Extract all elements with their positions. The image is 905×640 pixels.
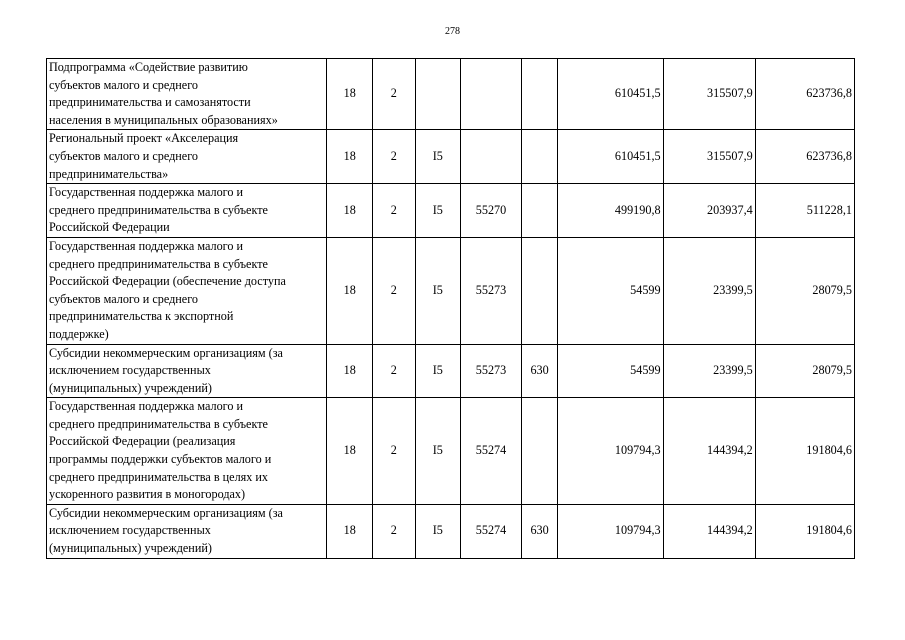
cell-code-program: 2: [373, 504, 416, 558]
cell-amount-2: 144394,2: [663, 398, 755, 505]
cell-amount-1: 610451,5: [558, 130, 663, 184]
cell-amount-2: 315507,9: [663, 130, 755, 184]
table-row: [47, 130, 855, 184]
item-name-line: среднего предпринимательства в субъекте: [49, 202, 268, 217]
item-name-line: (муниципальных) учреждений): [49, 380, 212, 395]
cell-item-name: [47, 130, 327, 184]
cell-code-project: [415, 59, 461, 130]
cell-code-expense-type: [521, 59, 557, 130]
cell-amount-3: 623736,8: [755, 130, 854, 184]
cell-code-ministry: 18: [327, 130, 373, 184]
item-name-line: Субсидии некоммерческим организациям (за: [49, 345, 283, 360]
item-name-line: программы поддержки субъектов малого и: [49, 452, 272, 467]
item-name-line: Российской Федерации: [49, 220, 170, 235]
item-name-line: субъектов малого и среднего: [49, 291, 199, 306]
item-name-line: Подпрограмма «Содействие развитию: [49, 60, 248, 74]
item-name-line: поддержке): [49, 326, 109, 341]
item-name-line: ускоренного развития в моногородах): [49, 487, 246, 502]
table-body: [47, 59, 855, 559]
cell-amount-3: 511228,1: [755, 184, 854, 238]
cell-code-program: 2: [373, 344, 416, 398]
cell-amount-1: 54599: [558, 237, 663, 344]
cell-code-direction: [461, 59, 522, 130]
cell-code-ministry: 18: [327, 237, 373, 344]
item-name-line: среднего предпринимательства в целях их: [49, 469, 269, 484]
cell-amount-3: 191804,6: [755, 504, 854, 558]
cell-amount-2: 315507,9: [663, 59, 755, 130]
cell-code-project: I5: [415, 504, 461, 558]
cell-amount-1: 109794,3: [558, 504, 663, 558]
cell-item-name: [47, 59, 327, 130]
cell-code-ministry: 18: [327, 504, 373, 558]
cell-amount-2: 203937,4: [663, 184, 755, 238]
item-name-line: Государственная поддержка малого и: [49, 185, 244, 200]
cell-code-ministry: 18: [327, 344, 373, 398]
cell-amount-1: 610451,5: [558, 59, 663, 130]
table-row: [47, 59, 855, 130]
cell-code-ministry: 18: [327, 184, 373, 238]
cell-code-direction: 55273: [461, 237, 522, 344]
cell-amount-2: 23399,5: [663, 344, 755, 398]
cell-amount-2: 144394,2: [663, 504, 755, 558]
cell-code-expense-type: [521, 130, 557, 184]
item-name-line: среднего предпринимательства в субъекте: [49, 256, 268, 271]
cell-code-program: 2: [373, 130, 416, 184]
cell-code-direction: 55270: [461, 184, 522, 238]
table-row: [47, 504, 855, 558]
item-name-line: предпринимательства и самозанятости: [49, 95, 251, 110]
cell-item-name: [47, 398, 327, 505]
cell-code-ministry: 18: [327, 59, 373, 130]
cell-code-expense-type: 630: [521, 504, 557, 558]
cell-item-name: [47, 184, 327, 238]
item-name-line: Российской Федерации (обеспечение доступа: [49, 274, 286, 289]
cell-amount-2: 23399,5: [663, 237, 755, 344]
cell-amount-1: 499190,8: [558, 184, 663, 238]
table-row: [47, 237, 855, 344]
item-name-line: субъектов малого и среднего: [49, 77, 199, 92]
cell-code-program: 2: [373, 184, 416, 238]
cell-code-expense-type: [521, 184, 557, 238]
cell-code-direction: 55274: [461, 504, 522, 558]
cell-item-name: [47, 237, 327, 344]
item-name-line: предпринимательства к экспортной: [49, 309, 234, 324]
item-name-line: Государственная поддержка малого и: [49, 238, 244, 253]
cell-code-project: I5: [415, 184, 461, 238]
cell-code-program: 2: [373, 59, 416, 130]
item-name-line: Субсидии некоммерческим организациям (за: [49, 505, 283, 520]
cell-code-program: 2: [373, 398, 416, 505]
item-name-line: среднего предпринимательства в субъекте: [49, 416, 268, 431]
item-name-line: Региональный проект «Акселерация: [49, 131, 239, 146]
cell-code-expense-type: [521, 237, 557, 344]
item-name-line: исключением государственных: [49, 523, 211, 538]
cell-code-expense-type: [521, 398, 557, 505]
item-name-line: Российской Федерации (реализация: [49, 434, 236, 449]
item-name-line: предпринимательства»: [49, 166, 169, 181]
table-row: [47, 344, 855, 398]
cell-amount-3: 28079,5: [755, 344, 854, 398]
cell-code-expense-type: 630: [521, 344, 557, 398]
budget-table: [46, 58, 855, 559]
cell-item-name: [47, 344, 327, 398]
cell-code-project: I5: [415, 237, 461, 344]
cell-amount-1: 54599: [558, 344, 663, 398]
item-name-line: субъектов малого и среднего: [49, 148, 199, 163]
table-row: [47, 398, 855, 505]
page-number: 278: [445, 26, 460, 37]
cell-code-project: I5: [415, 130, 461, 184]
item-name-line: исключением государственных: [49, 363, 211, 378]
cell-code-direction: 55273: [461, 344, 522, 398]
cell-amount-3: 623736,8: [755, 59, 854, 130]
cell-code-direction: 55274: [461, 398, 522, 505]
item-name-line: Государственная поддержка малого и: [49, 399, 244, 414]
cell-code-project: I5: [415, 344, 461, 398]
table-row: [47, 184, 855, 238]
cell-amount-3: 191804,6: [755, 398, 854, 505]
cell-amount-3: 28079,5: [755, 237, 854, 344]
cell-code-ministry: 18: [327, 398, 373, 505]
item-name-line: населения в муниципальных образованиях»: [49, 112, 278, 127]
item-name-line: (муниципальных) учреждений): [49, 541, 212, 556]
cell-item-name: [47, 504, 327, 558]
cell-code-direction: [461, 130, 522, 184]
cell-amount-1: 109794,3: [558, 398, 663, 505]
cell-code-project: I5: [415, 398, 461, 505]
cell-code-program: 2: [373, 237, 416, 344]
